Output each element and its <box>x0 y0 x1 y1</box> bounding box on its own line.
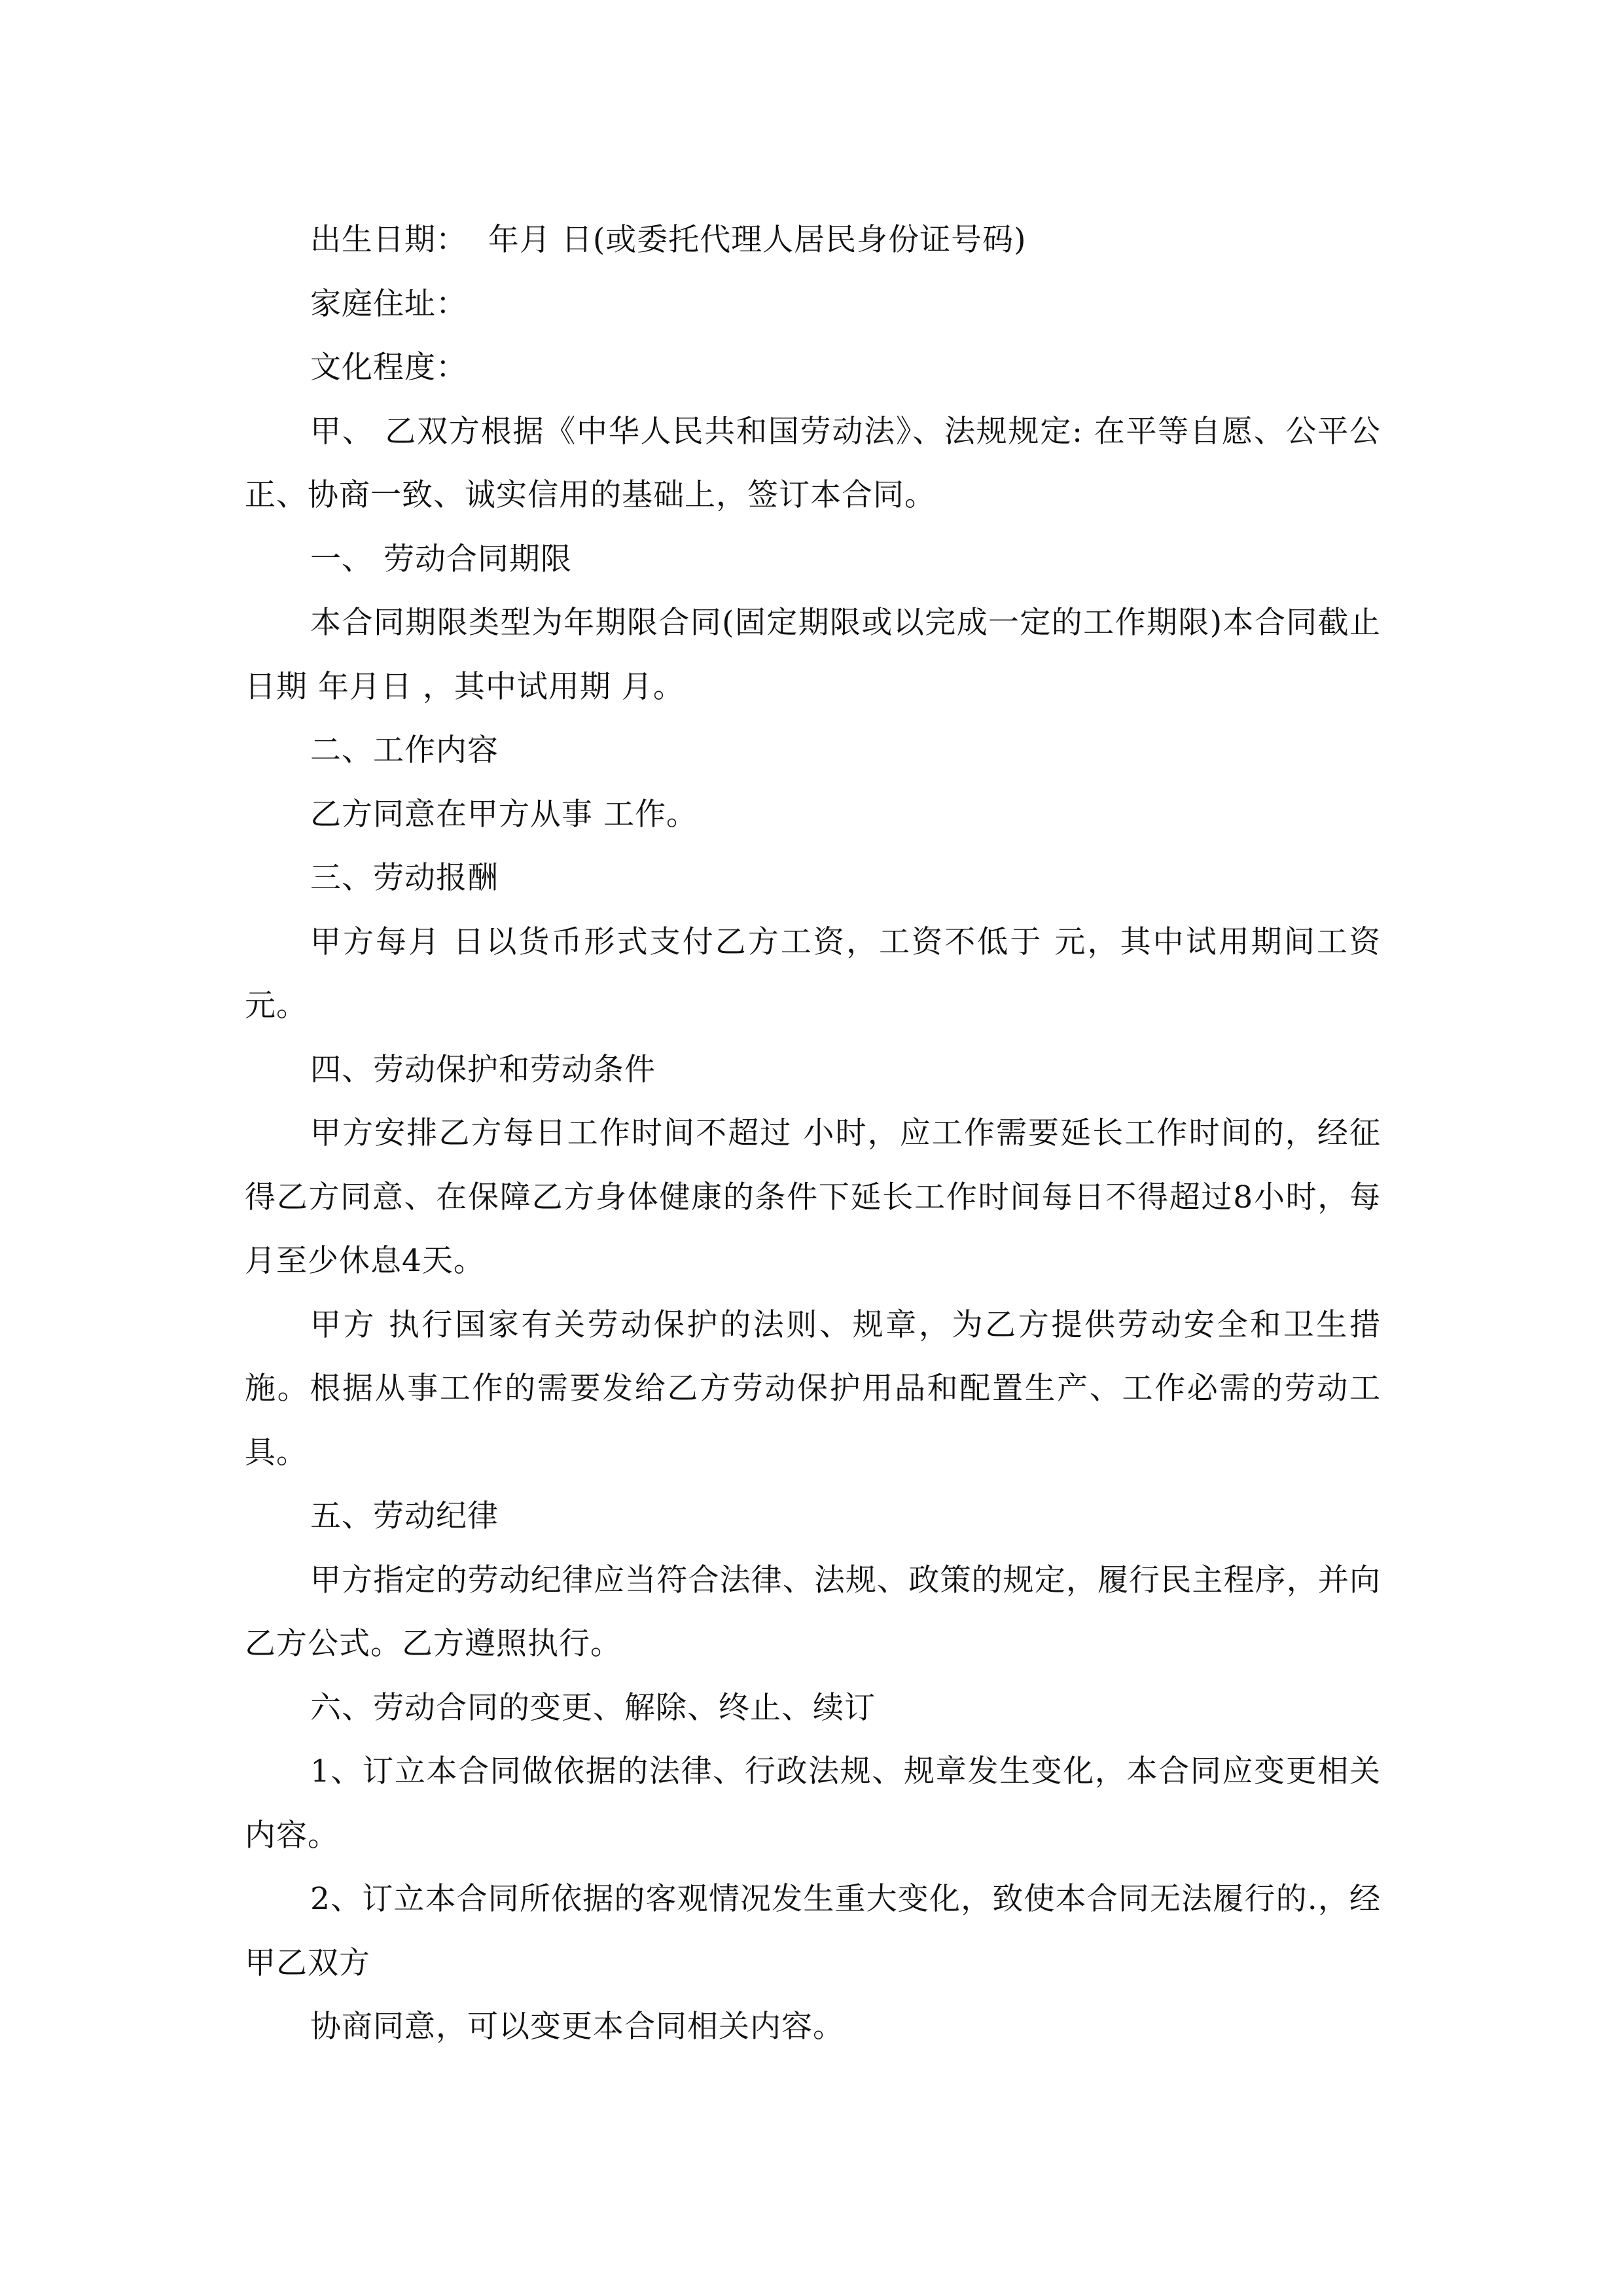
birth-date-line: 出生日期： 年月 日(或委托代理人居民身份证号码) <box>310 222 1027 258</box>
preamble-paragraph: 甲、 乙双方根据《中华人民共和国劳动法》、法规规定: 在平等自愿、公平公正、协商一致、诚实信用的基础上，签订本合同。 <box>245 413 1381 513</box>
contract-change-item-2: 2、订立本合同所依据的客观情况发生重大变化，致使本合同无法履行的.，经甲乙双方 <box>245 1881 1381 1981</box>
section-heading-labor-protection: 四、劳动保护和劳动条件 <box>310 1051 656 1088</box>
home-address-line: 家庭住址： <box>310 285 467 322</box>
contract-change-item-1: 1、订立本合同做依据的法律、行政法规、规章发生变化，本合同应变更相关内容。 <box>245 1753 1381 1854</box>
contract-change-item-2-continued: 协商同意，可以变更本合同相关内容。 <box>310 2009 844 2045</box>
education-level-line: 文化程度： <box>310 350 467 386</box>
section-heading-contract-changes: 六、劳动合同的变更、解除、终止、续订 <box>310 1689 876 1726</box>
document-body <box>245 208 1381 2059</box>
section-heading-contract-term: 一、 劳动合同期限 <box>310 541 572 577</box>
remuneration-paragraph: 甲方每月 日以货币形式支付乙方工资，工资不低于 元，其中试用期间工资元。 <box>245 924 1381 1024</box>
labor-protection-paragraph: 甲方 执行国家有关劳动保护的法则、规章，为乙方提供劳动安全和卫生措施。根据从事工作的需要发给乙方劳动保护用品和配置生产、工作必需的劳动工具。 <box>245 1306 1381 1471</box>
contract-term-paragraph: 本合同期限类型为年期限合同(固定期限或以完成一定的工作期限)本合同截止日期 年月日 ，其中试用期 月。 <box>245 605 1381 705</box>
section-heading-labor-discipline: 五、劳动纪律 <box>310 1498 499 1534</box>
section-heading-remuneration: 三、劳动报酬 <box>310 860 499 896</box>
labor-discipline-paragraph: 甲方指定的劳动纪律应当符合法律、法规、政策的规定，履行民主程序，并向乙方公式。乙方遵照执行。 <box>245 1562 1381 1662</box>
section-heading-work-content: 二、工作内容 <box>310 732 499 768</box>
work-content-paragraph: 乙方同意在甲方从事 工作。 <box>310 796 698 833</box>
working-hours-paragraph: 甲方安排乙方每日工作时间不超过 小时，应工作需要延长工作时间的，经征得乙方同意、在保障乙方身体健康的条件下延长工作时间每日不得超过8小时，每月至少休息4天。 <box>245 1115 1381 1279</box>
